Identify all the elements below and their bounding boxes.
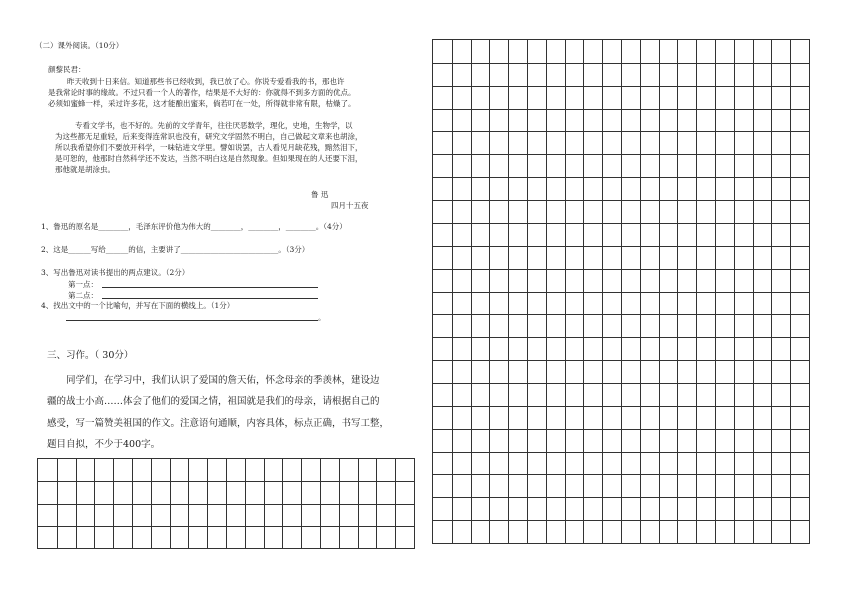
question-3-point-1-label: 第一点： (68, 280, 98, 289)
grid-line-horizontal (433, 131, 809, 132)
grid-line-horizontal (433, 429, 809, 430)
question-4: 4、找出文中的一个比喻句，并写在下面的横线上。（1分） (41, 301, 235, 310)
letter-line: 所以我希望你们不要放开科学，一味钻进文学里。譬如说罢，古人看见月缺花残，黯然泪下， (55, 143, 363, 152)
prompt-line: 题目自拟，不少于400字。 (47, 439, 161, 450)
letter-line: 专看文学书，也不好的。先前的文学青年，往往厌恶数学，理化，史地，生物学，以 (75, 121, 353, 130)
answer-line-q4-end: 。 (318, 313, 326, 322)
question-3: 3、写出鲁迅对读书提出的两点建议。（2分） (41, 268, 190, 277)
letter-line: 那他就是胡涂虫。 (55, 165, 115, 174)
answer-line-point-2[interactable] (102, 298, 318, 299)
grid-line-horizontal (433, 383, 809, 384)
grid-line-horizontal (38, 504, 414, 505)
grid-line-horizontal (433, 520, 809, 521)
prompt-line: 同学们，在学习中，我们认识了爱国的詹天佑，怀念母亲的季羡林，建设边 (66, 375, 380, 386)
grid-line-horizontal (433, 314, 809, 315)
letter-salutation: 颜黎民君： (48, 65, 86, 74)
grid-line-horizontal (433, 177, 809, 178)
prompt-line: 感受，写一篇赞美祖国的作文。注意语句通顺，内容具体，标点正确，书写工整， (47, 418, 390, 429)
grid-line-horizontal (433, 200, 809, 201)
grid-line-horizontal (433, 154, 809, 155)
grid-line-horizontal (433, 474, 809, 475)
letter-line: 是可恕的，他那时自然科学还不发达，当然不明白这是自然现象。但如果现在的人还要下泪， (55, 154, 363, 163)
letter-line: 必须如蜜蜂一样，采过许多花，这才能酿出蜜来，倘若叮在一处，所得就非常有限，枯燥了。 (48, 99, 356, 108)
letter-line: 是我常论时事的缘故。不过只看一个人的著作，结果是不大好的：你就得不到多方面的优点。 (48, 88, 356, 97)
writing-grid-left[interactable] (37, 458, 415, 549)
question-2: 2、这是______写给______的信，主要讲了__________________________。（3分） (41, 245, 310, 254)
grid-line-horizontal (433, 109, 809, 110)
grid-line-horizontal (433, 86, 809, 87)
grid-line-horizontal (433, 63, 809, 64)
grid-line-horizontal (433, 406, 809, 407)
answer-line-q4[interactable] (66, 320, 318, 321)
grid-line-horizontal (433, 292, 809, 293)
question-3-point-2-label: 第二点： (68, 291, 98, 300)
grid-line-horizontal (433, 223, 809, 224)
grid-line-horizontal (433, 360, 809, 361)
grid-line-horizontal (433, 269, 809, 270)
grid-line-horizontal (433, 337, 809, 338)
question-1: 1、鲁迅的原名是________，毛泽东评价他为伟大的________，________，________。（4分） (41, 222, 347, 231)
section3-heading: 三、习作。（ 30分） (47, 350, 134, 361)
letter-signature: 鲁 迅 (311, 190, 329, 199)
prompt-line: 疆的战士小高……体会了他们的爱国之情，祖国就是我们的母亲，请根据自己的 (47, 396, 380, 407)
writing-grid-right[interactable] (432, 39, 810, 544)
answer-line-point-1[interactable] (102, 287, 318, 288)
letter-line: 昨天收到十日来信。知道那些书已经收到，我已放了心。你说专爱看我的书，那也许 (67, 77, 345, 86)
section2-heading: （二）课外阅读。（10分） (35, 41, 124, 50)
grid-line-horizontal (38, 526, 414, 527)
grid-line-horizontal (433, 246, 809, 247)
letter-date: 四月十五夜 (331, 201, 369, 210)
grid-line-horizontal (433, 497, 809, 498)
letter-line: 为这些都无足重轻，后来变得连常识也没有，研究文学固然不明白，自己做起文章来也胡涂， (55, 132, 363, 141)
grid-line-horizontal (433, 452, 809, 453)
grid-line-horizontal (38, 481, 414, 482)
